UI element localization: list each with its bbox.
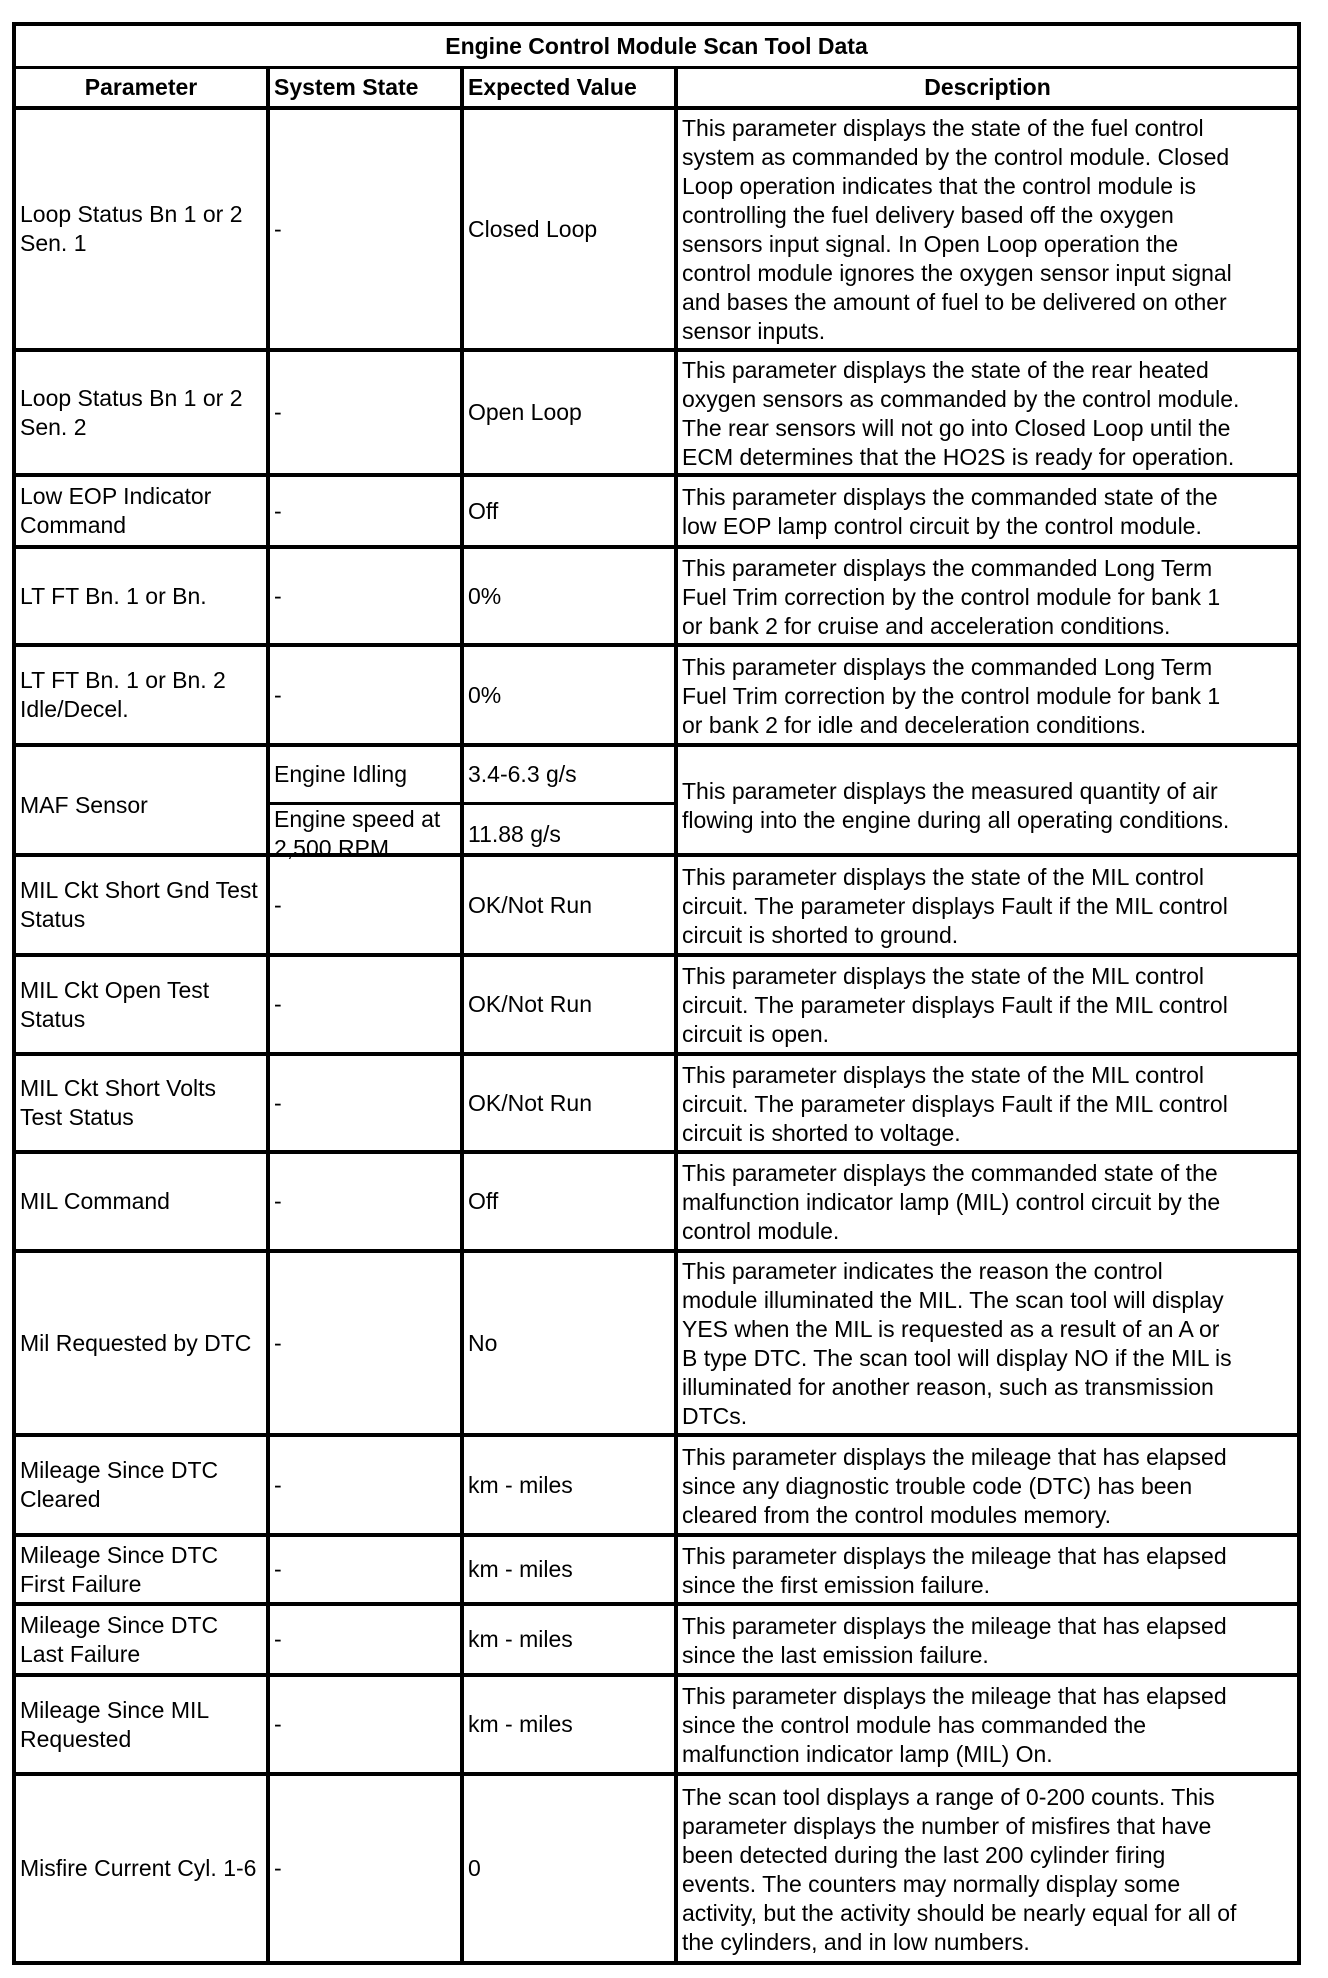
description-cell bbox=[678, 957, 1297, 1052]
description-line: since the control module has commanded the bbox=[682, 1712, 1147, 1738]
system-state-text: - bbox=[274, 1711, 282, 1737]
expected-value-text: 0% bbox=[468, 681, 502, 708]
expected-value-cell bbox=[464, 352, 678, 473]
description-line: This parameter displays the mileage that has elapsed bbox=[682, 1683, 1227, 1709]
description-line: control module. bbox=[682, 1218, 840, 1244]
description-cell bbox=[678, 1253, 1297, 1433]
description-line: circuit. The parameter displays Fault if the MIL control bbox=[682, 992, 1228, 1018]
system-state-cell bbox=[270, 1537, 464, 1602]
description-line: illuminated for another reason, such as transmission bbox=[682, 1374, 1214, 1400]
system-state-cell bbox=[270, 805, 464, 863]
description-cell bbox=[678, 1437, 1297, 1533]
parameter-text: MIL Command bbox=[20, 1188, 170, 1214]
description-line: or bank 2 for idle and deceleration conditions. bbox=[682, 711, 1147, 738]
parameter-text: MIL Ckt Short Volts Test Status bbox=[20, 1075, 216, 1130]
parameter-cell bbox=[16, 647, 270, 743]
parameter-cell bbox=[16, 747, 270, 863]
description-line: This parameter displays the state of the MIL control bbox=[682, 863, 1205, 890]
description-line: control module ignores the oxygen sensor input signal bbox=[682, 260, 1232, 286]
description-line: circuit is shorted to voltage. bbox=[682, 1119, 961, 1146]
expected-value-cell bbox=[464, 1606, 678, 1673]
system-state-text: - bbox=[274, 1626, 282, 1652]
description-line: The scan tool displays a range of 0-200 counts. This bbox=[682, 1783, 1215, 1810]
header-row bbox=[16, 69, 1297, 110]
table-row bbox=[16, 957, 1297, 1056]
system-state-text: - bbox=[274, 215, 282, 242]
parameter-cell bbox=[16, 352, 270, 473]
description-line: events. The counters may normally display some bbox=[682, 1870, 1181, 1897]
description-line: Fuel Trim correction by the control module for bank 1 bbox=[682, 583, 1221, 610]
description-text bbox=[682, 1441, 1227, 1530]
description-cell bbox=[678, 747, 1297, 863]
table-row bbox=[16, 1253, 1297, 1437]
system-state-text: - bbox=[274, 582, 282, 609]
header-expected-value: Expected Value bbox=[464, 69, 678, 106]
expected-value-text: km - miles bbox=[468, 1471, 573, 1498]
parameter-cell bbox=[16, 1776, 270, 1961]
system-state-text: - bbox=[274, 1855, 282, 1881]
expected-value-text: Off bbox=[468, 497, 499, 524]
system-state-text: - bbox=[274, 1471, 282, 1498]
description-line: This parameter displays the commanded Long Term bbox=[682, 653, 1213, 680]
system-state-cell bbox=[270, 352, 464, 473]
description-line: This parameter displays the mileage that has elapsed bbox=[682, 1443, 1227, 1470]
description-line: activity, but the activity should be nearly equal for all of bbox=[682, 1899, 1237, 1926]
parameter-cell bbox=[16, 477, 270, 545]
expected-value-cell bbox=[464, 1437, 678, 1533]
expected-value-text: No bbox=[468, 1329, 498, 1356]
description-line: controlling the fuel delivery based off the oxygen bbox=[682, 202, 1174, 228]
description-line: since the first emission failure. bbox=[682, 1571, 991, 1598]
header-system-state: System State bbox=[270, 69, 464, 106]
description-line: This parameter displays the state of the MIL control bbox=[682, 963, 1205, 989]
description-line: circuit is shorted to ground. bbox=[682, 921, 959, 948]
description-text bbox=[682, 1610, 1227, 1670]
scan-tool-data-table bbox=[12, 22, 1301, 1965]
expected-value-text: km - miles bbox=[468, 1626, 573, 1652]
system-state-cell bbox=[270, 957, 464, 1052]
description-line: Fuel Trim correction by the control module for bank 1 bbox=[682, 682, 1221, 709]
system-state-cell bbox=[270, 747, 464, 802]
description-text bbox=[682, 481, 1218, 541]
description-text bbox=[682, 775, 1229, 835]
parameter-cell bbox=[16, 857, 270, 953]
description-line: This parameter displays the measured quantity of air bbox=[682, 778, 1218, 804]
description-line: or bank 2 for cruise and acceleration conditions. bbox=[682, 612, 1171, 639]
parameter-cell bbox=[16, 1437, 270, 1533]
description-line: This parameter displays the state of the rear heated bbox=[682, 356, 1209, 383]
expected-value-cell bbox=[464, 857, 678, 953]
system-state-text: Engine speed at 2,500 RPM bbox=[274, 806, 441, 861]
table-row bbox=[16, 477, 1297, 549]
system-state-cell bbox=[270, 1154, 464, 1249]
expected-value-text: 0% bbox=[468, 582, 502, 609]
system-state-text: - bbox=[274, 1188, 282, 1214]
expected-value-cell bbox=[464, 647, 678, 743]
parameter-text: Mileage Since MIL Requested bbox=[20, 1696, 209, 1752]
table-row bbox=[16, 747, 1297, 861]
system-state-cell bbox=[270, 1677, 464, 1772]
description-line: system as commanded by the control module. Closed bbox=[682, 144, 1230, 170]
system-state-cell bbox=[270, 110, 464, 348]
expected-value-cell bbox=[464, 1537, 678, 1602]
expected-value-text: 11.88 g/s bbox=[468, 820, 561, 847]
table-row bbox=[16, 647, 1297, 747]
description-line: circuit. The parameter displays Fault if the MIL control bbox=[682, 1090, 1228, 1117]
expected-value-text: km - miles bbox=[468, 1556, 573, 1582]
description-line: YES when the MIL is requested as a result of an A or bbox=[682, 1316, 1220, 1342]
header-parameter: Parameter bbox=[16, 69, 270, 106]
parameter-text: Mileage Since DTC Last Failure bbox=[20, 1611, 219, 1667]
table-row bbox=[16, 549, 1297, 647]
table-row bbox=[16, 1056, 1297, 1154]
expected-value-cell bbox=[464, 805, 678, 863]
parameter-text: Misfire Current Cyl. 1-6 bbox=[20, 1855, 257, 1881]
description-line: cleared from the control modules memory. bbox=[682, 1501, 1112, 1528]
table-row bbox=[16, 1437, 1297, 1537]
description-cell bbox=[678, 1606, 1297, 1673]
table-body bbox=[16, 110, 1297, 1961]
description-line: This parameter displays the state of the MIL control bbox=[682, 1061, 1205, 1088]
description-cell bbox=[678, 110, 1297, 348]
parameter-text: MIL Ckt Short Gnd Test Status bbox=[20, 877, 258, 932]
description-text bbox=[682, 1059, 1228, 1148]
parameter-text: Loop Status Bn 1 or 2 Sen. 1 bbox=[20, 201, 243, 256]
expected-value-cell bbox=[464, 110, 678, 348]
expected-value-cell bbox=[464, 747, 678, 802]
parameter-cell bbox=[16, 549, 270, 643]
table-row bbox=[16, 1677, 1297, 1776]
table-row bbox=[16, 1606, 1297, 1677]
description-text bbox=[682, 1157, 1220, 1246]
parameter-text: Mil Requested by DTC bbox=[20, 1329, 252, 1356]
system-state-text: - bbox=[274, 497, 282, 524]
system-state-cell bbox=[270, 1437, 464, 1533]
description-line: malfunction indicator lamp (MIL) On. bbox=[682, 1741, 1053, 1767]
sub-row bbox=[270, 747, 678, 805]
table-row bbox=[16, 1537, 1297, 1606]
expected-value-text: OK/Not Run bbox=[468, 1089, 592, 1116]
description-line: The rear sensors will not go into Closed Loop until the bbox=[682, 414, 1231, 441]
system-state-cell bbox=[270, 1056, 464, 1150]
expected-value-text: Closed Loop bbox=[468, 215, 598, 242]
system-state-cell bbox=[270, 1253, 464, 1433]
parameter-text: Loop Status Bn 1 or 2 Sen. 2 bbox=[20, 384, 243, 440]
description-cell bbox=[678, 857, 1297, 953]
parameter-cell bbox=[16, 1253, 270, 1433]
parameter-text: MIL Ckt Open Test Status bbox=[20, 976, 210, 1032]
description-line: This parameter displays the state of the fuel control bbox=[682, 115, 1204, 141]
expected-value-cell bbox=[464, 1056, 678, 1150]
header-description: Description bbox=[924, 74, 1051, 100]
description-cell bbox=[678, 549, 1297, 643]
description-text bbox=[682, 1255, 1232, 1431]
expected-value-text: Off bbox=[468, 1188, 499, 1214]
description-text bbox=[682, 112, 1232, 346]
system-state-cell bbox=[270, 1776, 464, 1961]
description-line: DTCs. bbox=[682, 1403, 748, 1429]
system-state-cell bbox=[270, 549, 464, 643]
expected-value-cell bbox=[464, 1677, 678, 1772]
description-line: This parameter displays the mileage that has elapsed bbox=[682, 1612, 1227, 1639]
system-state-text: - bbox=[274, 991, 282, 1017]
description-text bbox=[682, 960, 1228, 1049]
description-text bbox=[682, 651, 1220, 740]
description-cell bbox=[678, 1056, 1297, 1150]
description-cell bbox=[678, 1677, 1297, 1772]
description-line: low EOP lamp control circuit by the control module. bbox=[682, 513, 1202, 539]
description-line: parameter displays the number of misfires that have bbox=[682, 1812, 1212, 1839]
description-line: since the last emission failure. bbox=[682, 1641, 989, 1668]
parameter-cell bbox=[16, 1677, 270, 1772]
expected-value-text: 0 bbox=[468, 1855, 481, 1881]
description-line: since any diagnostic trouble code (DTC) has been bbox=[682, 1472, 1193, 1499]
parameter-text: LT FT Bn. 1 or Bn. bbox=[20, 582, 207, 609]
description-line: circuit is open. bbox=[682, 1021, 830, 1047]
table-row bbox=[16, 352, 1297, 477]
parameter-cell bbox=[16, 1056, 270, 1150]
system-state-cell bbox=[270, 477, 464, 545]
description-text bbox=[682, 552, 1220, 641]
system-state-text: - bbox=[274, 399, 282, 425]
description-line: been detected during the last 200 cylinder firing bbox=[682, 1841, 1166, 1868]
description-line: module illuminated the MIL. The scan tool will display bbox=[682, 1287, 1224, 1313]
description-text bbox=[682, 354, 1239, 472]
table-title: Engine Control Module Scan Tool Data bbox=[16, 26, 1297, 69]
description-text bbox=[682, 1540, 1227, 1600]
expected-value-cell bbox=[464, 477, 678, 545]
parameter-cell bbox=[16, 957, 270, 1052]
table-row bbox=[16, 1776, 1297, 1961]
expected-value-cell bbox=[464, 1776, 678, 1961]
description-line: This parameter displays the commanded state of the bbox=[682, 484, 1218, 510]
system-state-text: - bbox=[274, 1089, 282, 1116]
expected-value-text: km - miles bbox=[468, 1711, 573, 1737]
description-line: B type DTC. The scan tool will display NO if the MIL is bbox=[682, 1345, 1232, 1371]
description-line: and bases the amount of fuel to be delivered on other bbox=[682, 289, 1227, 315]
description-line: This parameter displays the mileage that has elapsed bbox=[682, 1542, 1227, 1569]
expected-value-text: Open Loop bbox=[468, 399, 582, 425]
system-state-text: - bbox=[274, 1556, 282, 1582]
system-state-cell bbox=[270, 857, 464, 953]
sub-rows bbox=[270, 747, 678, 863]
description-cell bbox=[678, 352, 1297, 473]
description-cell bbox=[678, 1154, 1297, 1249]
description-line: This parameter displays the commanded state of the bbox=[682, 1160, 1218, 1186]
description-line: This parameter displays the commanded Long Term bbox=[682, 554, 1213, 581]
parameter-text: Low EOP Indicator Command bbox=[20, 483, 212, 538]
expected-value-cell bbox=[464, 1154, 678, 1249]
description-line: malfunction indicator lamp (MIL) control circuit by the bbox=[682, 1189, 1221, 1215]
description-line: Loop operation indicates that the control module is bbox=[682, 173, 1196, 199]
description-line: flowing into the engine during all operating conditions. bbox=[682, 807, 1230, 833]
expected-value-text: OK/Not Run bbox=[468, 991, 592, 1017]
parameter-text: MAF Sensor bbox=[20, 791, 148, 818]
description-cell bbox=[678, 647, 1297, 743]
description-text bbox=[682, 1680, 1227, 1769]
system-state-text: - bbox=[274, 891, 282, 918]
description-text bbox=[682, 1781, 1236, 1957]
description-line: This parameter indicates the reason the control bbox=[682, 1258, 1163, 1284]
description-cell bbox=[678, 477, 1297, 545]
description-line: sensors input signal. In Open Loop operation the bbox=[682, 231, 1179, 257]
table-row bbox=[16, 110, 1297, 352]
parameter-cell bbox=[16, 110, 270, 348]
system-state-cell bbox=[270, 1606, 464, 1673]
description-text bbox=[682, 861, 1228, 950]
description-line: ECM determines that the HO2S is ready for operation. bbox=[682, 443, 1235, 470]
expected-value-text: 3.4-6.3 g/s bbox=[468, 761, 577, 787]
system-state-text: Engine Idling bbox=[274, 761, 407, 787]
sub-row bbox=[270, 805, 678, 863]
parameter-text: Mileage Since DTC First Failure bbox=[20, 1541, 219, 1597]
system-state-text: - bbox=[274, 1329, 282, 1356]
table-row bbox=[16, 857, 1297, 957]
expected-value-cell bbox=[464, 1253, 678, 1433]
expected-value-text: OK/Not Run bbox=[468, 891, 592, 918]
table-row bbox=[16, 1154, 1297, 1253]
parameter-cell bbox=[16, 1154, 270, 1249]
description-line: circuit. The parameter displays Fault if the MIL control bbox=[682, 892, 1228, 919]
parameter-text: LT FT Bn. 1 or Bn. 2 Idle/Decel. bbox=[20, 667, 226, 722]
description-cell bbox=[678, 1537, 1297, 1602]
parameter-text: Mileage Since DTC Cleared bbox=[20, 1457, 219, 1512]
description-line: oxygen sensors as commanded by the control module. bbox=[682, 385, 1240, 412]
description-cell bbox=[678, 1776, 1297, 1961]
parameter-cell bbox=[16, 1606, 270, 1673]
system-state-text: - bbox=[274, 681, 282, 708]
description-line: sensor inputs. bbox=[682, 318, 826, 344]
expected-value-cell bbox=[464, 549, 678, 643]
system-state-cell bbox=[270, 647, 464, 743]
parameter-cell bbox=[16, 1537, 270, 1602]
description-line: the cylinders, and in low numbers. bbox=[682, 1928, 1030, 1955]
expected-value-cell bbox=[464, 957, 678, 1052]
